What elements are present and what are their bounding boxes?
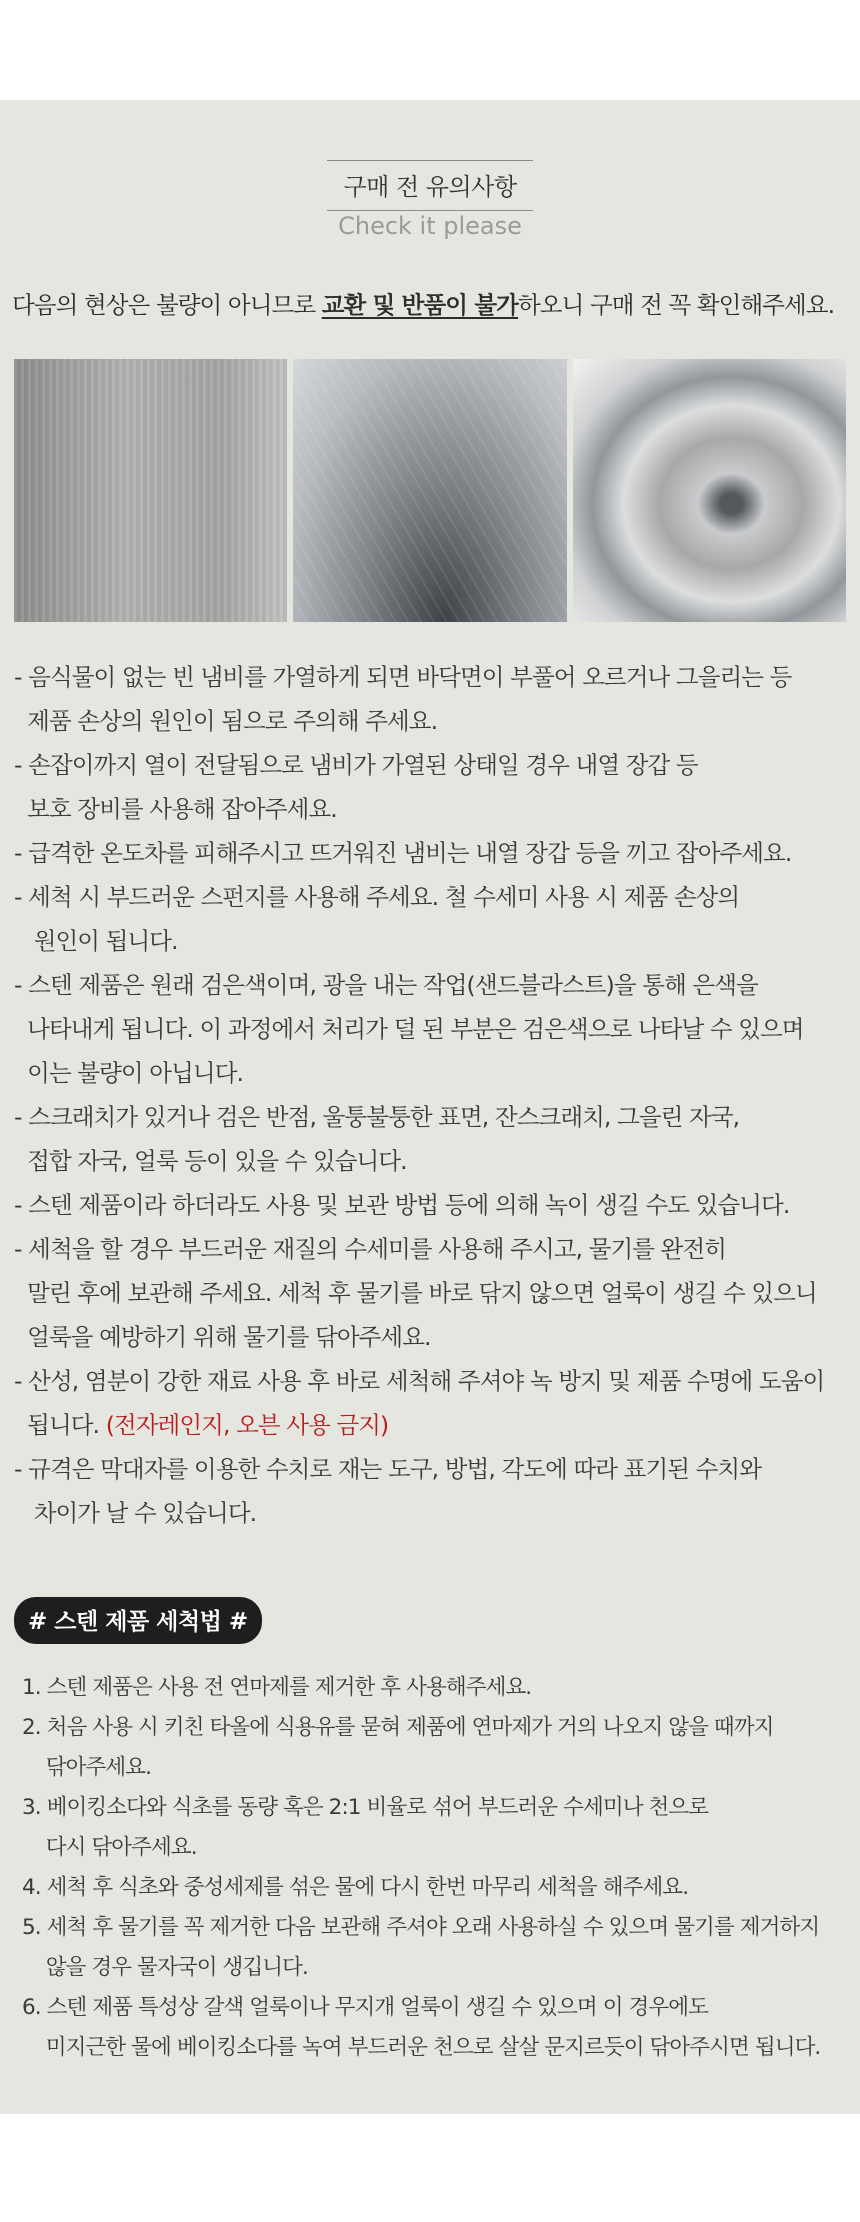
caution-notes [14,655,860,1535]
note-line: - 스크래치가 있거나 검은 반점, 울퉁불퉁한 표면, 잔스크래치, 그을린 자국, [14,1103,740,1131]
step-line: 1. 스텐 제품은 사용 전 연마제를 제거한 후 사용해주세요. [22,1675,532,1700]
note-line [14,1403,860,1447]
note-line: 말린 후에 보관해 주세요. 세척 후 물기를 바로 닦지 않으면 얼룩이 생길 수 있으니 [14,1279,817,1307]
note-line: - 세척 시 부드러운 스펀지를 사용해 주세요. 철 수세미 사용 시 제품 손상의 [14,883,740,911]
step-line: 다시 닦아주세요. [22,1835,197,1860]
title-wrap [0,160,860,211]
step-line: 4. 세척 후 식초와 중성세제를 섞은 물에 다시 한번 마무리 세척을 해주세요. [22,1875,689,1900]
note-line: - 손잡이까지 열이 전달됨으로 냄비가 가열된 상태일 경우 내열 장갑 등 [14,751,698,779]
note-line: - 스텐 제품은 원래 검은색이며, 광을 내는 작업(샌드블라스트)을 통해 은색을 [14,971,758,999]
intro-before: 다음의 현상은 불량이 아니므로 [12,291,322,319]
acid-note-text: 됩니다. [14,1411,106,1439]
intro-bold: 교환 및 반품이 불가 [321,291,518,319]
note-line: - 산성, 염분이 강한 재료 사용 후 바로 세척해 주셔야 녹 방지 및 제품 수명에 도움이 [14,1367,825,1395]
note-line: 이는 불량이 아닙니다. [14,1059,244,1087]
microwave-warning: (전자레인지, 오븐 사용 금지) [105,1411,389,1439]
step-line: 5. 세척 후 물기를 꼭 제거한 다음 보관해 주셔야 오래 사용하실 수 있으며 물기를 제거하지 [22,1915,820,1940]
intro-after: 하오니 구매 전 꼭 확인해주세요. [517,291,835,319]
notes-list [14,655,860,1359]
note-line: - 스텐 제품이라 하더라도 사용 및 보관 방법 등에 의해 녹이 생길 수도 있습니다. [14,1191,790,1219]
intro-text [12,286,860,320]
stainless-surface-photo [14,359,287,622]
note-line: - 음식물이 없는 빈 냄비를 가열하게 되면 바닥면이 부풀어 오르거나 그을리는 등 [14,663,792,691]
last-note [14,1447,860,1535]
photo-strip [14,359,846,622]
step-line: 2. 처음 사용 시 키친 타올에 식용유를 묻혀 제품에 연마제가 거의 나오지 않을 때까지 [22,1715,774,1740]
note-line: 접합 자국, 얼룩 등이 있을 수 있습니다. [14,1147,407,1175]
note-line: 제품 손상의 원인이 됨으로 주의해 주세요. [14,707,438,735]
scratch-closeup-photo [293,359,566,622]
step-line: 미지근한 물에 베이킹소다를 녹여 부드러운 천으로 살살 문지르듯이 닦아주시면 됩니다. [22,2035,821,2060]
note-line: - 세척을 할 경우 부드러운 재질의 수세미를 사용해 주시고, 물기를 완전히 [14,1235,727,1263]
step-line: 3. 베이킹소다와 식초를 동량 혹은 2:1 비율로 섞어 부드러운 수세미나 천으로 [22,1795,709,1820]
note-line: 원인이 됩니다. [14,927,178,955]
page-subtitle: Check it please [338,212,522,240]
pot-lid-photo [573,359,846,622]
note-line: 얼룩을 예방하기 위해 물기를 닦아주세요. [14,1323,431,1351]
page-title: 구매 전 유의사항 [327,160,532,211]
note-line: - 규격은 막대자를 이용한 수치로 재는 도구, 방법, 각도에 따라 표기된 수치와 [14,1455,762,1483]
note-line: - 급격한 온도차를 피해주시고 뜨거워진 냄비는 내열 장갑 등을 끼고 잡아주세요. [14,839,792,867]
note-line: 차이가 날 수 있습니다. [14,1499,257,1527]
note-line: 보호 장비를 사용해 잡아주세요. [14,795,337,823]
note-line: 나타내게 됩니다. 이 과정에서 처리가 덜 된 부분은 검은색으로 나타날 수 있으며 [14,1015,804,1043]
cleaning-steps [22,1668,860,2068]
step-line: 않을 경우 물자국이 생깁니다. [22,1955,308,1980]
step-line: 6. 스텐 제품 특성상 갈색 얼룩이나 무지개 얼룩이 생길 수 있으며 이 경우에도 [22,1995,708,2020]
step-line: 닦아주세요. [22,1755,152,1780]
cleaning-section-badge: # 스텐 제품 세척법 # [14,1597,262,1644]
